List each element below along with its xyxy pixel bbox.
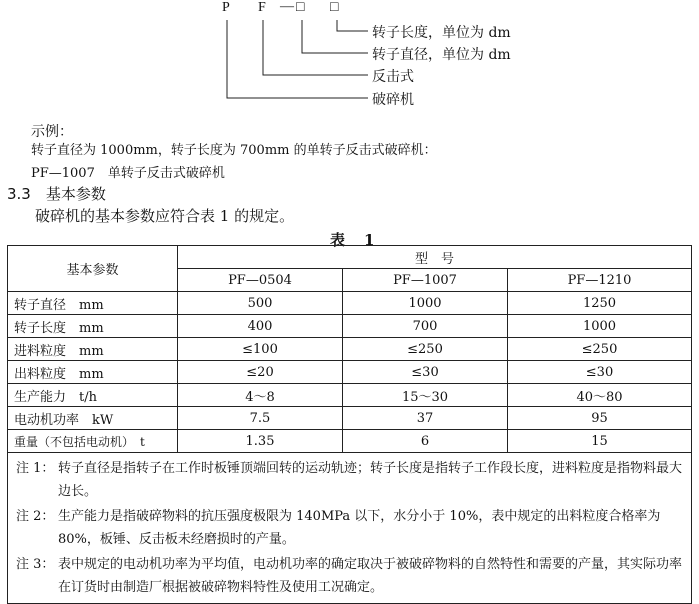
param-value: ≤30 [508, 361, 692, 384]
param-name: 重量（不包括电动机） t [8, 430, 178, 453]
table-note [12, 505, 687, 551]
param-value: 700 [343, 315, 508, 338]
model-header: 型 号 [178, 246, 692, 269]
table-row [8, 407, 692, 430]
param-value: ≤20 [178, 361, 343, 384]
notes-cell [8, 453, 692, 604]
param-value: 1000 [508, 315, 692, 338]
table-note [12, 457, 687, 503]
section-text: 破碎机的基本参数应符合表 1 的规定。 [35, 207, 295, 225]
model-name: PF—1007 [343, 269, 508, 292]
label-impact-type: 反击式 [372, 69, 414, 85]
notes-row [8, 453, 692, 604]
param-value: 1250 [508, 292, 692, 315]
table-row [8, 361, 692, 384]
label-crusher: 破碎机 [372, 92, 414, 108]
param-value: ≤100 [178, 338, 343, 361]
example-description: 转子直径为 1000mm，转子长度为 700mm 的单转子反击式破碎机： [31, 143, 437, 158]
param-value: ≤250 [343, 338, 508, 361]
param-value: 4～8 [178, 384, 343, 407]
param-value: 37 [343, 407, 508, 430]
note-text: 转子直径是指转子在工作时板锤顶端回转的运动轨迹；转子长度是指转子工作段长度，进料粒度是指物料最大边长。 [58, 461, 683, 499]
label-rotor-length: 转子长度，单位为 dm [372, 25, 511, 41]
note-label: 注 3： [16, 557, 55, 572]
param-value: 6 [343, 430, 508, 453]
param-value: 7.5 [178, 407, 343, 430]
table-note [12, 553, 687, 599]
param-name: 转子直径 mm [8, 292, 178, 315]
code-box-diameter: □ [296, 0, 305, 15]
param-name: 生产能力 t/h [8, 384, 178, 407]
param-value: 15～30 [343, 384, 508, 407]
parameter-table [7, 245, 692, 604]
example-code: PF—1007 单转子反击式破碎机 [31, 166, 225, 181]
param-value: ≤250 [508, 338, 692, 361]
model-name: PF—1210 [508, 269, 692, 292]
param-value: 1.35 [178, 430, 343, 453]
code-dash: — [280, 0, 294, 14]
label-rotor-diameter: 转子直径，单位为 dm [372, 47, 511, 63]
model-code-diagram [0, 0, 699, 115]
param-value: 1000 [343, 292, 508, 315]
table-caption: 表 1 [330, 231, 377, 249]
example-title: 示例： [31, 124, 73, 140]
table-row [8, 338, 692, 361]
table-row [8, 384, 692, 407]
param-name: 转子长度 mm [8, 315, 178, 338]
code-letter-f: F [258, 0, 266, 15]
note-text: 表中规定的电动机功率为平均值，电动机功率的确定取决于被破碎物料的自然特性和需要的产量，其实际功率在订货时由制造厂根据被破碎物料特性及使用工况确定。 [58, 557, 683, 595]
table-row [8, 430, 692, 453]
param-header: 基本参数 [8, 246, 178, 292]
param-value: 15 [508, 430, 692, 453]
table-header-row [8, 246, 692, 269]
param-value: ≤30 [343, 361, 508, 384]
table-row [8, 292, 692, 315]
code-box-length: □ [330, 0, 339, 15]
note-text: 生产能力是指破碎物料的抗压强度极限为 140MPa 以下，水分小于 10%，表中规定的出料粒度合格率为 80%，板锤、反击板未经磨损时的产量。 [58, 509, 661, 547]
param-value: 95 [508, 407, 692, 430]
note-label: 注 2： [16, 509, 55, 524]
leader-lines [0, 0, 699, 115]
param-value: 400 [178, 315, 343, 338]
param-name: 进料粒度 mm [8, 338, 178, 361]
param-value: 500 [178, 292, 343, 315]
param-name: 电动机功率 kW [8, 407, 178, 430]
code-letter-p: P [222, 0, 230, 15]
section-heading: 3.3 基本参数 [7, 185, 106, 203]
table-row [8, 315, 692, 338]
model-name: PF—0504 [178, 269, 343, 292]
note-label: 注 1： [16, 461, 55, 476]
param-value: 40～80 [508, 384, 692, 407]
param-name: 出料粒度 mm [8, 361, 178, 384]
